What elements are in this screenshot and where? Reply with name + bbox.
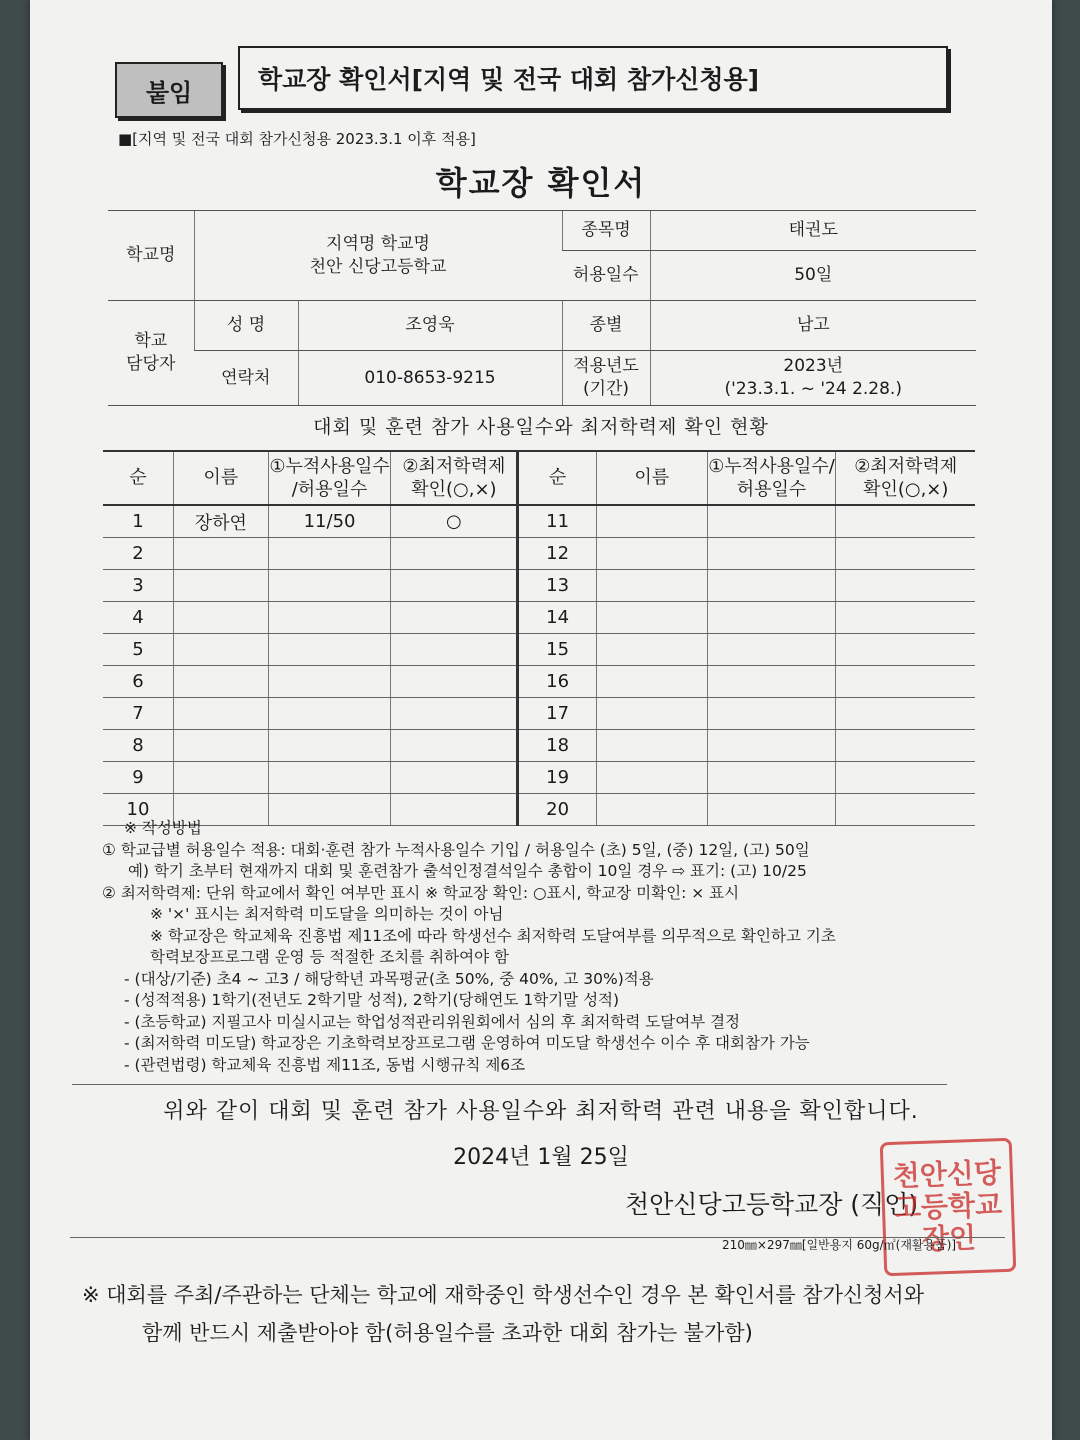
note-1: ① 학교급별 허용일수 적용: 대회·훈련 참가 누적사용일수 기입 / 허용일수 (초) 5일, (중) 12일, (고) 50일 (102, 840, 810, 859)
contact-value: 010-8653-9215 (298, 351, 562, 406)
row-min-right (836, 570, 975, 602)
note-2-a: ※ '×' 표시는 최저학력 미도달을 의미하는 것이 아님 (150, 905, 504, 923)
row-days (268, 538, 391, 570)
row-no: 10 (103, 794, 173, 826)
manager-label (108, 301, 194, 406)
allowed-days-label: 허용일수 (562, 251, 650, 301)
row-name: 장하연 (173, 505, 268, 538)
manager-label-line-2: 담당자 (126, 354, 176, 374)
paper-spec: 210㎜×297㎜[일반용지 60g/㎡(재활용품)] (722, 1238, 957, 1252)
name-label: 성 명 (194, 301, 298, 351)
detail-2: - (성적적용) 1학기(전년도 2학기말 성적), 2학기(당해연도 1학기말 성적) (124, 991, 620, 1009)
note-2-b: ※ 학교장은 학교체육 진흥법 제11조에 따라 학생선수 최저학력 도달여부를 의무적으로 확인하고 기초 (150, 926, 836, 945)
row-no-right: 13 (518, 570, 597, 602)
row-days (268, 570, 391, 602)
row-days (268, 666, 391, 698)
row-days (268, 698, 391, 730)
row-name (173, 666, 268, 698)
page-title: 학교장 확인서 (435, 164, 647, 202)
header-min (391, 451, 518, 505)
school-value (194, 211, 562, 301)
header-no-right: 순 (518, 451, 597, 505)
header-min-line-1: ②최저학력제 (402, 455, 506, 477)
contact-label: 연락처 (194, 351, 298, 406)
header-days-line-1: ①누적사용일수 (269, 455, 390, 477)
header-min-right-line-1: ②최저학력제 (854, 455, 958, 477)
table-row (103, 666, 975, 698)
table-row (103, 538, 975, 570)
row-name-right (596, 570, 707, 602)
row-min (391, 538, 518, 570)
row-name-right (596, 538, 707, 570)
official-seal-stamp: 천안신당고등학교장인 (880, 1138, 1017, 1277)
detail-3: - (초등학교) 지필고사 미실시교는 학업성적관리위원회에서 심의 후 최저학력 도달여부 결정 (124, 1012, 741, 1031)
year-label (562, 351, 650, 406)
row-min (391, 730, 518, 762)
document-page (30, 0, 1052, 1440)
row-no-right: 12 (518, 538, 597, 570)
header-days-line-2: /허용일수 (291, 479, 368, 500)
row-name-right (596, 666, 707, 698)
school-label: 학교명 (108, 211, 194, 301)
table-row (103, 505, 975, 538)
year-value-line-1: 2023년 (783, 356, 844, 377)
instructions (102, 818, 1002, 1076)
table-row (103, 570, 975, 602)
school-line-1: 지역명 학교명 (326, 233, 430, 254)
header-title: 학교장 확인서[지역 및 전국 대회 참가신청용] (238, 46, 948, 110)
row-min-right (836, 505, 975, 538)
header-min-right (836, 451, 975, 505)
header-min-line-2: 확인(○,×) (411, 479, 497, 500)
signer: 천안신당고등학교장 (직인) (625, 1190, 919, 1219)
detail-4: - (최저학력 미도달) 학교장은 기초학력보장프로그램 운영하여 미도달 학생선수 이수 후 대회참가 가능 (124, 1034, 810, 1052)
instructions-heading: ※ 작성방법 (124, 819, 202, 837)
row-no-right: 20 (518, 794, 597, 826)
manager-label-line-1: 학교 (134, 331, 168, 352)
row-no: 4 (103, 602, 173, 634)
type-label: 종별 (562, 301, 650, 351)
year-label-line-1: 적용년도 (573, 356, 639, 377)
row-min-right (836, 602, 975, 634)
detail-5: - (관련법령) 학교체육 진흥법 제11조, 동법 시행규칙 제6조 (124, 1055, 526, 1074)
year-value-line-2: ('23.3.1. ~ '24 2.28.) (724, 379, 902, 399)
row-no: 2 (103, 538, 173, 570)
row-no: 7 (103, 698, 173, 730)
row-days: 11/50 (268, 505, 391, 538)
row-days-right (707, 666, 836, 698)
info-table (108, 210, 976, 406)
row-name (173, 538, 268, 570)
confirmation-statement: 위와 같이 대회 및 훈련 참가 사용일수와 최저학력 관련 내용을 확인합니다. (163, 1099, 919, 1124)
row-min-right (836, 666, 975, 698)
type-value: 남고 (650, 301, 976, 351)
applicability-note: ■[지역 및 전국 대회 참가신청용 2023.3.1 이후 적용] (118, 130, 476, 148)
row-days-right (707, 570, 836, 602)
row-min-right (836, 730, 975, 762)
row-min (391, 762, 518, 794)
allowed-days-value: 50일 (650, 251, 976, 301)
header-name: 이름 (173, 451, 268, 505)
header-days-right (707, 451, 836, 505)
participation-table (103, 450, 975, 826)
row-name (173, 602, 268, 634)
row-name (173, 634, 268, 666)
row-no-right: 19 (518, 762, 597, 794)
row-no: 1 (103, 505, 173, 538)
row-days (268, 602, 391, 634)
row-name-right (596, 634, 707, 666)
note-1-example: 예) 학기 초부터 현재까지 대회 및 훈련참가 출석인정결석일수 총합이 10일 경우 ⇨ 표기: (고) 10/25 (128, 862, 807, 880)
row-min-right (836, 762, 975, 794)
school-line-2: 천안 신당고등학교 (309, 256, 447, 277)
row-no: 6 (103, 666, 173, 698)
header-no: 순 (103, 451, 173, 505)
note-2: ② 최저학력제: 단위 학교에서 확인 여부만 표시 ※ 학교장 확인: ○표시, 학교장 미확인: × 표시 (102, 883, 740, 902)
attachment-badge: 붙임 (115, 62, 223, 118)
row-name-right (596, 698, 707, 730)
row-days-right (707, 762, 836, 794)
row-no-right: 15 (518, 634, 597, 666)
row-min (391, 602, 518, 634)
table-row (103, 762, 975, 794)
section-title: 대회 및 훈련 참가 사용일수와 최저학력제 확인 현황 (313, 416, 769, 438)
row-min-right (836, 698, 975, 730)
row-days-right (707, 505, 836, 538)
row-min: ○ (391, 505, 518, 538)
row-no-right: 16 (518, 666, 597, 698)
note-2-c: 학력보장프로그램 운영 등 적절한 조치를 취하여야 함 (150, 948, 509, 966)
row-name (173, 698, 268, 730)
row-no: 9 (103, 762, 173, 794)
footer-line-1: ※ 대회를 주최/주관하는 단체는 학교에 재학중인 학생선수인 경우 본 확인서를 참가신청서와 (82, 1283, 925, 1307)
year-value (650, 351, 976, 406)
row-days-right (707, 602, 836, 634)
row-days-right (707, 634, 836, 666)
name-value: 조영욱 (298, 301, 562, 351)
issue-date: 2024년 1월 25일 (453, 1145, 629, 1170)
row-name (173, 762, 268, 794)
row-min (391, 570, 518, 602)
header-name-right: 이름 (596, 451, 707, 505)
row-no-right: 17 (518, 698, 597, 730)
row-no-right: 14 (518, 602, 597, 634)
row-min (391, 666, 518, 698)
sport-value: 태권도 (650, 211, 976, 251)
row-name-right (596, 730, 707, 762)
detail-1: - (대상/기준) 초4 ~ 고3 / 해당학년 과목평균(초 50%, 중 40%, 고 30%)적용 (124, 969, 654, 988)
footer-line-2: 함께 반드시 제출받아야 함(허용일수를 초과한 대회 참가는 불가함) (142, 1321, 753, 1345)
row-min (391, 698, 518, 730)
row-no: 3 (103, 570, 173, 602)
row-days (268, 762, 391, 794)
year-label-line-2: (기간) (582, 379, 630, 399)
row-no: 5 (103, 634, 173, 666)
row-name-right (596, 602, 707, 634)
divider-line (72, 1084, 947, 1085)
row-days (268, 634, 391, 666)
row-days-right (707, 730, 836, 762)
row-no-right: 11 (518, 505, 597, 538)
table-row (103, 634, 975, 666)
row-name-right (596, 505, 707, 538)
table-row (103, 698, 975, 730)
header-days-right-line-2: 허용일수 (736, 479, 807, 500)
table-row (103, 730, 975, 762)
row-name (173, 730, 268, 762)
header-min-right-line-2: 확인(○,×) (863, 479, 949, 500)
table-row (103, 602, 975, 634)
footer-note (82, 1276, 982, 1352)
row-min-right (836, 634, 975, 666)
header-days (268, 451, 391, 505)
row-no: 8 (103, 730, 173, 762)
row-name (173, 570, 268, 602)
row-name-right (596, 762, 707, 794)
row-no-right: 18 (518, 730, 597, 762)
row-min (391, 634, 518, 666)
header-days-right-line-1: ①누적사용일수/ (708, 455, 835, 477)
row-days-right (707, 698, 836, 730)
sport-label: 종목명 (562, 211, 650, 251)
row-days-right (707, 538, 836, 570)
row-days (268, 730, 391, 762)
row-min-right (836, 538, 975, 570)
table-header-row (103, 451, 975, 505)
